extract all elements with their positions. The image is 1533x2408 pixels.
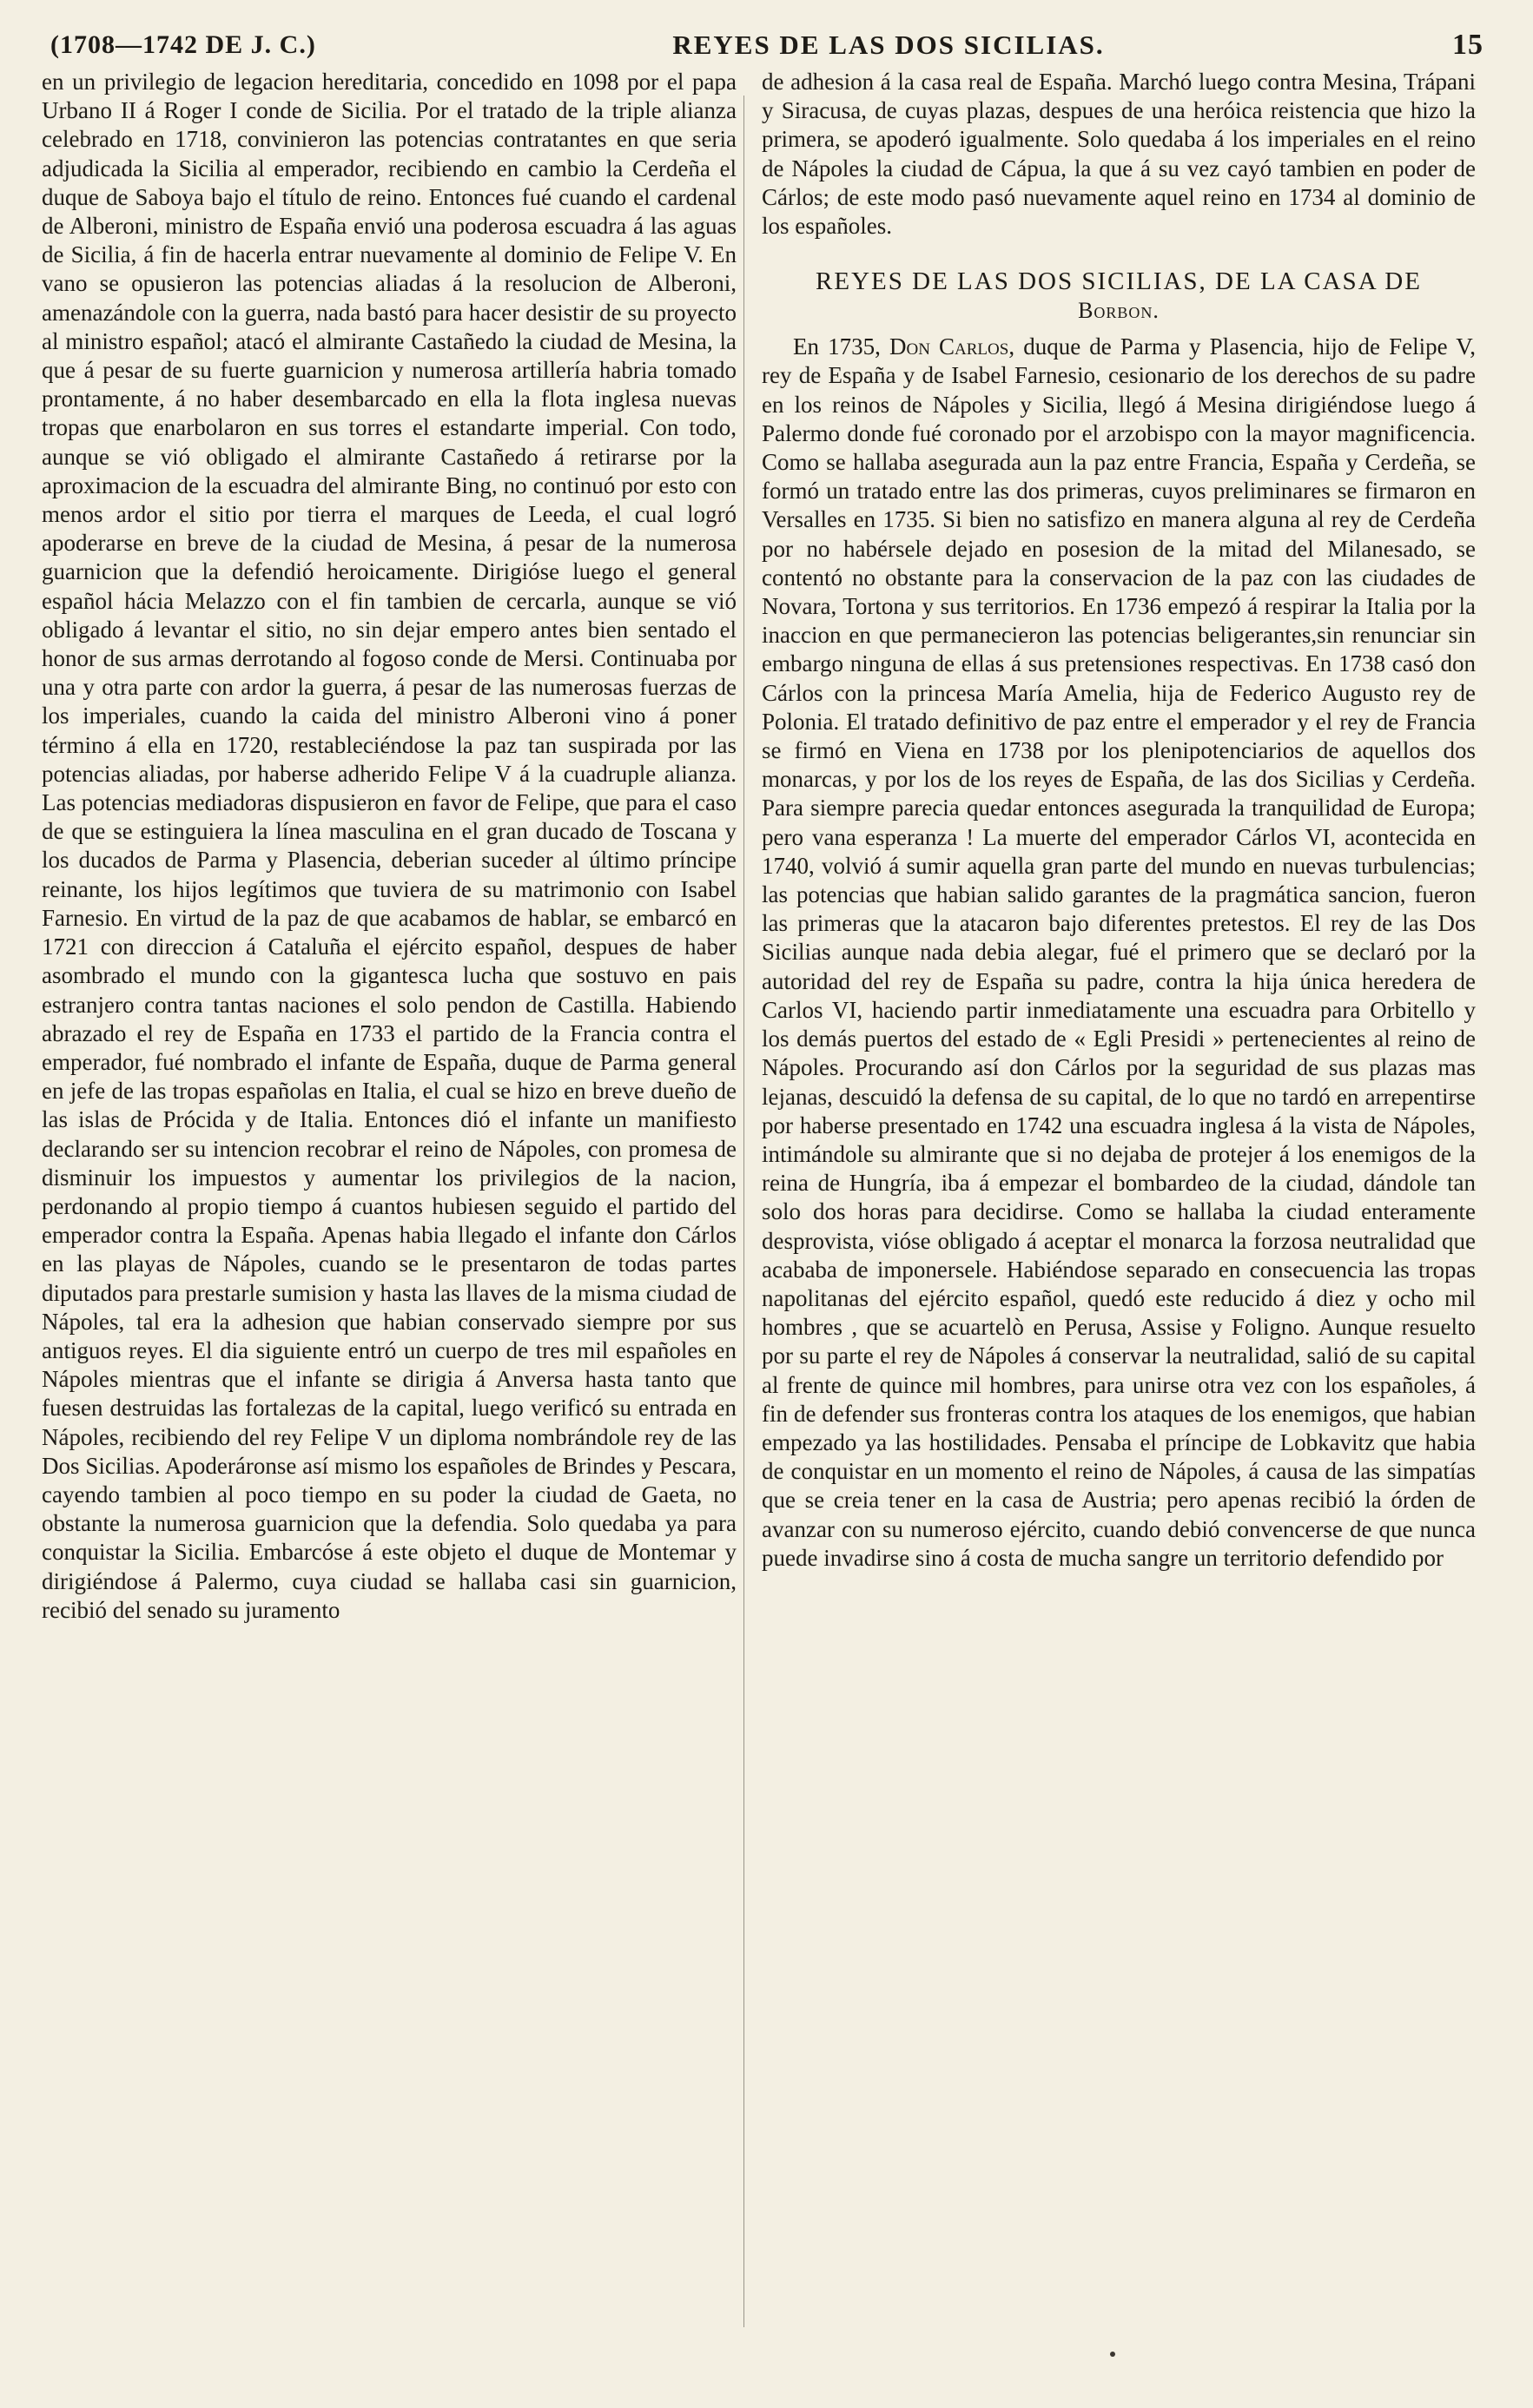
paragraph-2-body: , duque de Parma y Plasencia, hijo de Felipe V, rey de España y de Isabel Farnesio, cesionario de los derechos de su padre en los reinos de Nápoles y Sicilia, llegó á Mesina dirigiéndose luego á Palermo donde fué coronado por el arzobispo con la mayor magnificencia. Como se hallaba asegurada aun la paz entre Francia, España y Cerdeña, se formó un tratado entre las dos primeras, cuyos preliminares se firmaron en Versalles en 1735. Si bien no satisfizo en manera alguna al rey de Cerdeña por no habérsele dejado en posesion de la mitad del Milanesado, se contentó no obstante para la conservacion de la paz con las ciudades de Novara, Tortona y sus territorios. En 1736 empezó á respirar la Italia por la inaccion en que permanecieron las potencias beligerantes,sin renunciar sin embargo ninguna de ellas á sus pretensiones respectivas. En 1738 casó don Cárlos con la princesa María Amelia, hija de Federico Augusto rey de Polonia. El tratado definitivo de paz entre el emperador y el rey de Francia se firmó en Viena en 1738 por los plenipotenciarios de aquellos dos monarcas, y por los de los reyes de España, de las dos Sicilias y Cerdeña. Para siempre parecia quedar entonces asegurada la tranquilidad de Europa; pero vana esperanza ! La muerte del emperador Cárlos VI, acontecida en 1740, volvió á sumir aquella gran parte del mundo en nuevas turbulencias; las potencias que habian salido garantes de la pragmática sancion, fueron las primeras que la atacaron bajo diferentes pretestos. El rey de las Dos Sicilias aunque nada debia alegar, fué el primero que se declaró por la autoridad del rey de España su padre, contra la hija única heredera de Carlos VI, haciendo partir inmediatamente una escuadra para Orbitello y los demás puertos del estado de « Egli Presidi » pertenecientes al reino de Nápoles. Procurando así don Cárlos por la seguridad de sus plazas mas lejanas, descuidó la defensa de su capital, de lo que no tardó en arrepentirse por haberse presentado en 1742 una escuadra inglesa á la vista de Nápoles, intimándole su almirante que si no dejaba de protejer á los enemigos de la reina de Hungría, iba á empezar el bombardeo de la ciudad, dándole tan solo dos horas para decidirse. Como se hallaba la ciudad enteramente desprovista, vióse obligado á aceptar el monarca la forzosa neutralidad que acababa de imponersele. Habiéndose separado en consecuencia las tropas napolitanas del ejército español, quedó este reducido á diez y ocho mil hombres , que se acuartelò en Perusa, Assise y Foligno. Aunque resuelto por su parte el rey de Nápoles á conservar la neutralidad, salió de su capital al frente de quince mil hombres, para unirse otra vez con los españoles, á fin de defender sus fronteras contra los ataques de los enemigos, que habian empezado ya las hostilidades. Pensaba el príncipe de Lobkavitz que habia de conquistar en un momento el reino de Nápoles, á causa de las simpatías que se creia tener en la casa de Austria; pero apenas recibió la órden de avanzar con su numeroso ejército, cuando debió convencerse de que nunca puede invadirse sino á costa de mucha sangre un territorio defendido por — [762, 333, 1476, 1571]
king-name: Don Carlos — [889, 333, 1009, 360]
section-title — [762, 267, 1476, 326]
column-divider — [743, 96, 744, 2327]
section-title-line-2: Borbon. — [1078, 298, 1160, 324]
paragraph-2-lead: En 1735, — [793, 333, 889, 360]
left-paragraph-1: en un privilegio de legacion hereditaria, concedido en 1098 por el papa Urbano II á Roger I conde de Sicilia. Por el tratado de la triple alianza celebrado en 1718, convinieron las potencias contratantes en que seria adjudicada la Sicilia al emperador, recibiendo en cambio la Cerdeña el duque de Saboya bajo el título de reino. Entonces fué cuando el cardenal de Alberoni, ministro de España envió una poderosa escuadra á las aguas de Sicilia, á fin de hacerla entrar nuevamente al dominio de Felipe V. En vano se opusieron las potencias aliadas á la resolucion de Alberoni, amenazándole con la guerra, nada bastó para hacer desistir de su proyecto al ministro español; atacó el almirante Castañedo la ciudad de Mesina, la que á pesar de su fuerte guarnicion y numerosa artillería habria tomado prontamente, á no haber desembarcado en ella la flota inglesa nuevas tropas que enarbolaron en sus torres el estandarte imperial. Con todo, aunque se vió obligado el almirante Castañedo á retirarse por la aproximacion de la escuadra del almirante Bing, no continuó por esto con menos ardor el sitio por tierra el marques de Leeda, el cual logró apoderarse en breve de la ciudad de Mesina, á pesar de la numerosa guarnicion que la defendió heroicamente. Dirigióse luego el general español hácia Melazzo con el fin tambien de cercarla, aunque se vió obligado á levantar el sitio, no sin dejar empero antes bien sentado el honor de sus armas derrotando al fogoso conde de Mersi. Continuaba por una y otra parte con ardor la guerra, á pesar de las numerosas fuerzas de los imperiales, cuando la caida del ministro Alberoni vino á poner término á ella en 1720, restableciéndose la paz tan suspirada por las potencias aliadas, por haberse adherido Felipe V á la cuadruple alianza. Las potencias mediadoras dispusieron en favor de Felipe, que para el caso de que se estinguiera la línea masculina en el gran ducado de Toscana y los ducados de Parma y Plasencia, deberian suceder al último príncipe reinante, los hijos legítimos que tuviera de su matrimonio con Isabel Farnesio. En virtud de la paz de que acabamos de hablar, se embarcó en 1721 con direccion á Cataluña el ejército español, despues de haber asombrado el mundo con la gigantesca lucha que sostuvo en pais estranjero contra tantas naciones el solo pendon de Castilla. Habiendo abrazado el rey de España en 1733 el partido de la Francia contra el emperador, fué nombrado el infante de España, duque de Parma general en jefe de las tropas españolas en Italia, el cual se hizo en breve dueño de las islas de Prócida y de Italia. Entonces dió el infante un manifiesto declarando ser su intencion recobrar el reino de Nápoles, con promesa de disminuir los impuestos y aumentar los privilegios de la nacion, perdonando al propio tiempo á cuantos hubiesen seguido el partido del emperador contra la España. Apenas habia llegado el infante don Cárlos en las playas de Nápoles, cuando se le presentaron de todas partes diputados para prestarle sumision y hasta las llaves de la misma ciudad de Nápoles, tal era la adhesion que habian conservado siempre por sus antiguos reyes. El dia siguiente entró un cuerpo de tres mil españoles en Nápoles mientras que el infante se dirigia á Anversa hasta tanto que fuesen destruidas las fortalezas de la capital, luego verificó su entrada en Nápoles, recibiendo del rey Felipe V un diploma nombrándole rey de las Dos Sicilias. Apoderáronse así mismo los españoles de Brindes y Pescara, cayendo tambien al poco tiempo en su poder la ciudad de Gaeta, no obstante la numerosa guarnicion que la defendia. Solo quedaba ya para conquistar la Sicilia. Embarcóse á este objeto el duque de Montemar y dirigiéndose á Palermo, cuya ciudad se hallaba casi sin guarnicion, recibió del senado su juramento — [42, 69, 737, 1623]
left-column — [42, 68, 737, 2373]
right-paragraph-1: de adhesion á la casa real de España. Marchó luego contra Mesina, Trápani y Siracusa, de cuyas plazas, despues de una heróica reistencia que hizo la primera, se apoderó igualmente. Solo quedaba á los imperiales en el reino de Nápoles la ciudad de Cápua, la que á su vez cayó tambien en poder de Cárlos; de este modo pasó nuevamente aquel reino en 1734 al dominio de los españoles. — [762, 69, 1476, 240]
page-header — [50, 26, 1483, 64]
right-paragraph-2 — [762, 333, 1476, 1573]
page-number: 15 — [1452, 29, 1483, 61]
right-column — [762, 68, 1476, 2373]
header-date-range: (1708—1742 DE J. C.) — [50, 30, 316, 59]
page-mark-dot — [1110, 2352, 1115, 2357]
header-running-title: REYES DE LAS DOS SICILIAS. — [672, 30, 1105, 60]
section-title-line-1: REYES DE LAS DOS SICILIAS, DE LA CASA DE — [816, 267, 1422, 296]
